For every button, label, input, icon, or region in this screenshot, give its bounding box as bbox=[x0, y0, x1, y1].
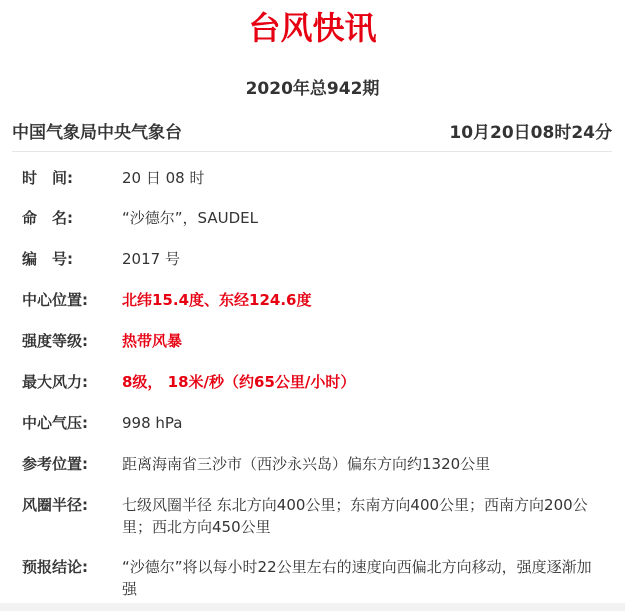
row-value: 距离海南省三沙市（西沙永兴岛）偏东方向约1320公里 bbox=[122, 455, 491, 473]
bulletin-title: 台风快讯 bbox=[248, 9, 377, 47]
row-value: 20 日 08 时 bbox=[122, 169, 205, 187]
row-value: 2017 号 bbox=[122, 250, 180, 268]
row-label: 编 号: bbox=[22, 250, 73, 268]
row-label: 中心气压: bbox=[22, 414, 88, 432]
row-value: 热带风暴 bbox=[122, 332, 183, 350]
row-value: 8级， 18米/秒（约65公里/小时） bbox=[122, 373, 356, 391]
row-value: 998 hPa bbox=[122, 414, 183, 432]
row-label: 中心位置: bbox=[22, 291, 88, 309]
bulletin-header bbox=[12, 122, 612, 152]
row-label: 预报结论: bbox=[22, 558, 88, 576]
row-label: 命 名: bbox=[22, 209, 73, 227]
row-value: 北纬15.4度、东经124.6度 bbox=[122, 291, 312, 309]
row-label: 最大风力: bbox=[22, 373, 88, 391]
row-label: 强度等级: bbox=[22, 332, 88, 350]
row-label: 时 间: bbox=[22, 169, 73, 187]
agency-name: 中国气象局中央气象台 bbox=[12, 123, 182, 143]
row-value: 七级风圈半径 东北方向400公里；东南方向400公里；西南方向200公里；西北方向450公里 bbox=[122, 496, 588, 536]
row-value: “沙德尔”将以每小时22公里左右的速度向西偏北方向移动，强度逐渐加强 bbox=[122, 558, 592, 598]
issue-number: 2020年总942期 bbox=[245, 79, 380, 99]
row-value: “沙德尔”，SAUDEL bbox=[122, 209, 258, 227]
row-label: 风圈半径: bbox=[22, 496, 88, 514]
bottom-divider bbox=[0, 603, 625, 611]
issue-time: 10月20日08时24分 bbox=[449, 123, 612, 143]
row-label: 参考位置: bbox=[22, 455, 88, 473]
